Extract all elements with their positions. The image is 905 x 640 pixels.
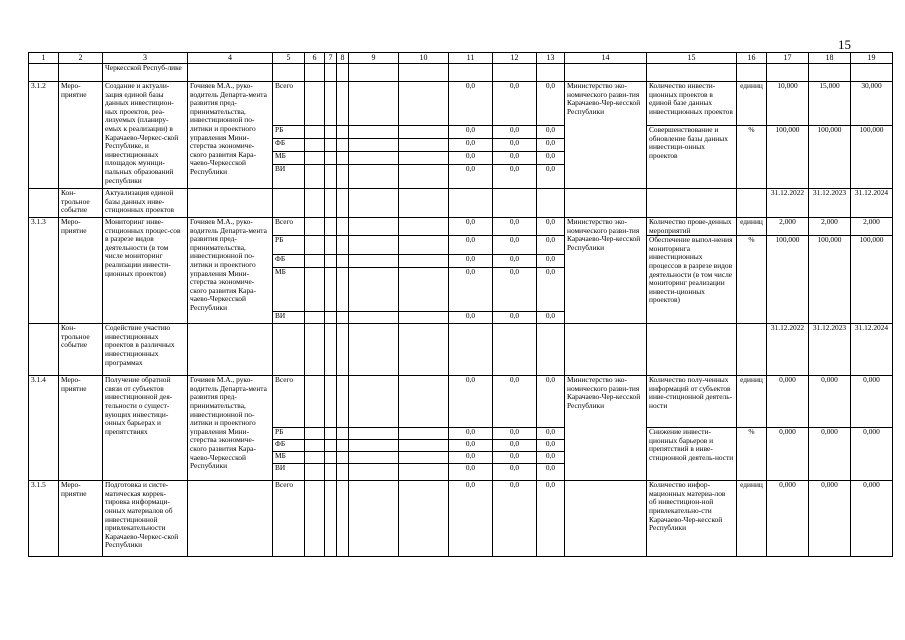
table-row bbox=[29, 218, 893, 236]
value-cell: 0,0 bbox=[493, 236, 537, 255]
activity-number: 3.1.3 bbox=[29, 218, 59, 324]
value-cell: 0,0 bbox=[537, 452, 565, 464]
value-cell: 0,0 bbox=[537, 255, 565, 268]
indicator-value: 100,000 bbox=[851, 126, 893, 189]
funding-source: ФБ bbox=[273, 440, 305, 452]
indicator-value: 2,000 bbox=[767, 218, 809, 236]
value-cell: 0,0 bbox=[449, 481, 493, 557]
event-date: 31.12.2024 bbox=[851, 324, 893, 376]
activity-name-cont: Черкесской Респуб-лике bbox=[103, 64, 188, 82]
indicator-unit: % bbox=[737, 126, 767, 189]
value-cell: 0,0 bbox=[449, 268, 493, 312]
indicator-value: 2,000 bbox=[851, 218, 893, 236]
col-header: 4 bbox=[188, 53, 273, 64]
indicator-unit: % bbox=[737, 428, 767, 481]
indicator-value: 0,000 bbox=[767, 428, 809, 481]
value-cell: 0,0 bbox=[537, 126, 565, 139]
value-cell: 0,0 bbox=[537, 139, 565, 152]
indicator-value: 10,000 bbox=[767, 82, 809, 126]
indicator-value: 100,000 bbox=[767, 236, 809, 324]
indicator-value: 2,000 bbox=[809, 218, 851, 236]
indicator-unit: единиц bbox=[737, 218, 767, 236]
indicator-value: 100,000 bbox=[809, 126, 851, 189]
value-cell: 0,0 bbox=[493, 428, 537, 440]
col-header: 1 bbox=[29, 53, 59, 64]
header-row bbox=[29, 53, 893, 64]
indicator-unit: единиц bbox=[737, 82, 767, 126]
value-cell: 0,0 bbox=[493, 82, 537, 126]
control-event-row bbox=[29, 189, 893, 218]
table-row bbox=[29, 82, 893, 126]
value-cell: 0,0 bbox=[449, 152, 493, 165]
event-date: 31.12.2023 bbox=[809, 189, 851, 218]
value-cell: 0,0 bbox=[449, 165, 493, 189]
indicator-value: 100,000 bbox=[851, 236, 893, 324]
value-cell: 0,0 bbox=[537, 165, 565, 189]
table-row bbox=[29, 376, 893, 428]
value-cell: 0,0 bbox=[449, 312, 493, 324]
activity-type: Меро-приятие bbox=[59, 218, 103, 324]
funding-source: РБ bbox=[273, 236, 305, 255]
value-cell: 0,0 bbox=[493, 268, 537, 312]
col-header: 8 bbox=[337, 53, 349, 64]
value-cell: 0,0 bbox=[493, 139, 537, 152]
value-cell: 0,0 bbox=[449, 452, 493, 464]
value-cell: 0,0 bbox=[537, 312, 565, 324]
col-header: 11 bbox=[449, 53, 493, 64]
indicator-name: Снижение инвести-ционных барьеров и препятствий в инве-стиционной деятель-ности bbox=[647, 428, 737, 481]
value-cell: 0,0 bbox=[493, 464, 537, 481]
responsible-person: Гочияев М.А., руко-водитель Департа-мента развития пред-принимательства, инвестиционной по-литики и проектного управления Мини-стерства экономиче-ского развития Кара-чаево-Черкесской Республики bbox=[188, 376, 273, 481]
value-cell: 0,0 bbox=[537, 376, 565, 428]
col-header: 18 bbox=[809, 53, 851, 64]
col-header: 9 bbox=[349, 53, 399, 64]
event-type: Кон-трольное событие bbox=[59, 324, 103, 376]
indicator-name: Совершенствование и обновление базы данных инвестици-онных проектов bbox=[647, 126, 737, 189]
col-header: 16 bbox=[737, 53, 767, 64]
col-header: 2 bbox=[59, 53, 103, 64]
indicator-value: 30,000 bbox=[851, 82, 893, 126]
indicator-name: Количество инвести-ционных проектов в единой базе данных инвестиционных проектов bbox=[647, 82, 737, 126]
value-cell: 0,0 bbox=[493, 481, 537, 557]
table-row bbox=[29, 481, 893, 557]
executor: Министерство эко-номического разви-тия Карачаево-Чер-кесской Республики bbox=[565, 218, 647, 324]
value-cell: 0,0 bbox=[449, 218, 493, 236]
responsible-person: Гочияев М.А., руко-водитель Департа-мента развития пред-принимательства, инвестиционной по-литики и проектного управления Мини-стерства экономиче-ского развития Кара-чаево-Черкесской Республики bbox=[188, 218, 273, 324]
indicator-value: 0,000 bbox=[851, 428, 893, 481]
activity-number: 3.1.5 bbox=[29, 481, 59, 557]
value-cell: 0,0 bbox=[537, 464, 565, 481]
event-date: 31.12.2022 bbox=[767, 189, 809, 218]
value-cell: 0,0 bbox=[537, 481, 565, 557]
value-cell: 0,0 bbox=[449, 376, 493, 428]
col-header: 15 bbox=[647, 53, 737, 64]
executor: Министерство эко-номического разви-тия Карачаево-Чер-кесской Республики bbox=[565, 82, 647, 189]
executor: Министерство эко-номического разви-тия Карачаево-Чер-кесской Республики bbox=[565, 376, 647, 481]
funding-source: ВИ bbox=[273, 165, 305, 189]
indicator-value: 100,000 bbox=[809, 236, 851, 324]
funding-source: ВИ bbox=[273, 312, 305, 324]
value-cell: 0,0 bbox=[493, 255, 537, 268]
table-row bbox=[29, 64, 893, 82]
value-cell: 0,0 bbox=[449, 139, 493, 152]
indicator-value: 100,000 bbox=[767, 126, 809, 189]
funding-source: Всего bbox=[273, 82, 305, 126]
activity-number: 3.1.2 bbox=[29, 82, 59, 189]
value-cell: 0,0 bbox=[493, 126, 537, 139]
value-cell: 0,0 bbox=[537, 236, 565, 255]
activity-name: Получение обратной связи от субъектов инвестиционной дея-тельности о сущест-вующих инвестици-онных барьерах и препятствиях bbox=[103, 376, 188, 481]
value-cell: 0,0 bbox=[449, 82, 493, 126]
funding-source: РБ bbox=[273, 428, 305, 440]
col-header: 12 bbox=[493, 53, 537, 64]
value-cell: 0,0 bbox=[449, 464, 493, 481]
responsible-person: Гочияев М.А., руко-водитель Департа-мента развития пред-принимательства, инвестиционной по-литики и проектного управления Мини-стерства экономиче-ского развития Кара-чаево-Черкесской Республики bbox=[188, 82, 273, 189]
value-cell: 0,0 bbox=[537, 82, 565, 126]
indicator-value: 0,000 bbox=[809, 428, 851, 481]
col-header: 10 bbox=[399, 53, 449, 64]
indicator-unit: % bbox=[737, 236, 767, 324]
value-cell: 0,0 bbox=[537, 218, 565, 236]
indicator-value: 0,000 bbox=[809, 481, 851, 557]
col-header: 13 bbox=[537, 53, 565, 64]
indicator-value: 0,000 bbox=[809, 376, 851, 428]
funding-source: МБ bbox=[273, 268, 305, 312]
value-cell: 0,0 bbox=[493, 452, 537, 464]
activity-number: 3.1.4 bbox=[29, 376, 59, 481]
col-header: 7 bbox=[325, 53, 337, 64]
indicator-name: Количество полу-ченных информаций от субъектов инве-стиционной деятель-ности bbox=[647, 376, 737, 428]
funding-source: Всего bbox=[273, 376, 305, 428]
funding-source: РБ bbox=[273, 126, 305, 139]
indicator-unit: единиц bbox=[737, 481, 767, 557]
value-cell: 0,0 bbox=[493, 440, 537, 452]
value-cell: 0,0 bbox=[493, 312, 537, 324]
indicator-value: 0,000 bbox=[767, 376, 809, 428]
indicator-value: 15,000 bbox=[809, 82, 851, 126]
indicator-unit: единиц bbox=[737, 376, 767, 428]
col-header: 6 bbox=[305, 53, 325, 64]
activity-name: Мониторинг инве-стиционных процес-сов в разрезе видов деятельности (в том числе мониторинг реализации инвести-ционных проектов) bbox=[103, 218, 188, 324]
value-cell: 0,0 bbox=[493, 376, 537, 428]
indicator-name: Обеспечение выпол-нения мониторинга инвестиционных процессов в разрезе видов деятельности (в том числе мониторинг реализации инвести-ционных проектов) bbox=[647, 236, 737, 324]
funding-source: ВИ bbox=[273, 464, 305, 481]
activity-type: Меро-приятие bbox=[59, 376, 103, 481]
value-cell: 0,0 bbox=[537, 440, 565, 452]
activity-name: Создание и актуали-зация единой базы данных инвестицион-ных проектов, реа-лизуемых (планиру-емых к реализации) в Карачаево-Черкес-ской Республике, и инвестиционных площадок муници-пальных образований республики bbox=[103, 82, 188, 189]
page-number: 15 bbox=[838, 37, 851, 52]
value-cell: 0,0 bbox=[449, 126, 493, 139]
event-name: Актуализация единой базы данных инве-стиционных проектов bbox=[103, 189, 188, 218]
value-cell: 0,0 bbox=[493, 218, 537, 236]
funding-source: Всего bbox=[273, 481, 305, 557]
event-name: Содействие участию инвестиционных проектов в различных инвестиционных программах bbox=[103, 324, 188, 376]
value-cell: 0,0 bbox=[537, 268, 565, 312]
col-header: 14 bbox=[565, 53, 647, 64]
event-date: 31.12.2023 bbox=[809, 324, 851, 376]
col-header: 3 bbox=[103, 53, 188, 64]
col-header: 19 bbox=[851, 53, 893, 64]
activity-type: Меро-приятие bbox=[59, 481, 103, 557]
funding-source: МБ bbox=[273, 452, 305, 464]
col-header: 5 bbox=[273, 53, 305, 64]
event-date: 31.12.2024 bbox=[851, 189, 893, 218]
activity-name: Подготовка и систе-матическая коррек-тировка информаци-онных материалов об инвестиционной привлекательности Карачаево-Черкес-ской Республики bbox=[103, 481, 188, 557]
value-cell: 0,0 bbox=[449, 236, 493, 255]
value-cell: 0,0 bbox=[493, 152, 537, 165]
value-cell: 0,0 bbox=[493, 165, 537, 189]
event-type: Кон-трольное событие bbox=[59, 189, 103, 218]
value-cell: 0,0 bbox=[449, 428, 493, 440]
activity-type: Меро-приятие bbox=[59, 82, 103, 189]
indicator-name: Количество инфор-мационных материа-лов об инвестицион-ной привлекательно-сти Карачаево-Чер-кесской Республики bbox=[647, 481, 737, 557]
value-cell: 0,0 bbox=[449, 255, 493, 268]
value-cell: 0,0 bbox=[537, 152, 565, 165]
value-cell: 0,0 bbox=[449, 440, 493, 452]
control-event-row bbox=[29, 324, 893, 376]
indicator-value: 0,000 bbox=[851, 376, 893, 428]
indicator-value: 0,000 bbox=[767, 481, 809, 557]
funding-source: ФБ bbox=[273, 139, 305, 152]
value-cell: 0,0 bbox=[537, 428, 565, 440]
funding-source: Всего bbox=[273, 218, 305, 236]
col-header: 17 bbox=[767, 53, 809, 64]
indicator-name: Количество прове-денных мероприятий bbox=[647, 218, 737, 236]
funding-source: ФБ bbox=[273, 255, 305, 268]
event-date: 31.12.2022 bbox=[767, 324, 809, 376]
program-activities-table bbox=[28, 52, 893, 557]
indicator-value: 0,000 bbox=[851, 481, 893, 557]
funding-source: МБ bbox=[273, 152, 305, 165]
